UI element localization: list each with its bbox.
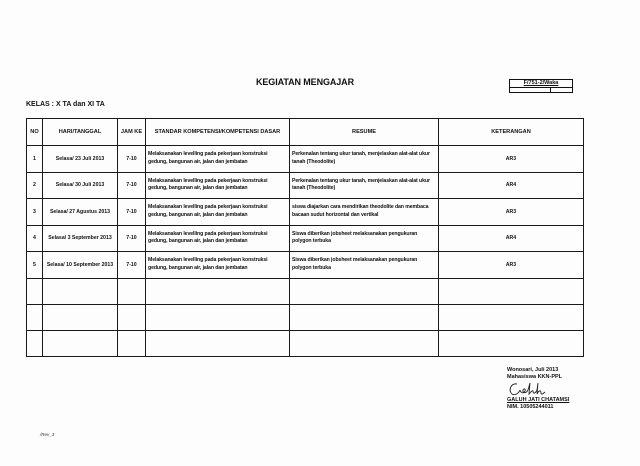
form-code-row <box>510 87 572 93</box>
empty-cell <box>439 330 584 356</box>
empty-cell <box>290 330 439 356</box>
cell-keterangan: AR3 <box>439 252 584 279</box>
cell-standar: Melaksanakan levelling pada pekerjaan konstruksi gedung, bangunan air, jalan dan jembatan <box>146 146 290 173</box>
cell-keterangan: AR4 <box>439 172 584 199</box>
empty-cell <box>43 278 118 304</box>
cell-jam: 7-10 <box>118 172 146 199</box>
column-header-jam-ke: JAM KE <box>118 119 146 146</box>
empty-table-row <box>27 278 584 304</box>
cell-resume: Siswa diberikan jobsheet melaksanakan pengukuran polygon terbuka <box>290 225 439 252</box>
empty-cell <box>439 278 584 304</box>
column-header-no: NO <box>27 119 43 146</box>
revision-label: /Rev_3 <box>40 432 55 437</box>
cell-jam: 7-10 <box>118 252 146 279</box>
empty-cell <box>27 304 43 330</box>
empty-cell <box>43 330 118 356</box>
cell-no: 1 <box>27 146 43 173</box>
cell-keterangan: AR3 <box>439 146 584 173</box>
cell-tanggal: Selasa/ 3 September 2013 <box>43 225 118 252</box>
column-header-hari-tanggal: HARI/TANGGAL <box>43 119 118 146</box>
signature-place-date: Wonosari, Juli 2013 <box>507 367 559 373</box>
signature-role: Mahasiswa KKN-PPL <box>507 374 563 380</box>
empty-cell <box>118 278 146 304</box>
cell-tanggal: Selasa/ 27 Agustus 2013 <box>43 199 118 226</box>
empty-table-row <box>27 330 584 356</box>
empty-cell <box>146 330 290 356</box>
signature-nim: NIM. 10505244011 <box>507 404 554 410</box>
cell-standar: Melaksanakan levelling pada pekerjaan konstruksi gedung, bangunan air, jalan dan jembatan <box>146 172 290 199</box>
cell-resume: siswa diajarkan cara mendirikan theodolite dan membaca bacaan sudut horizontal dan vertikal <box>290 199 439 226</box>
column-header-keterangan: KETERANGAN <box>439 119 584 146</box>
empty-cell <box>118 330 146 356</box>
cell-standar: Melaksanakan levelling pada pekerjaan konstruksi gedung, bangunan air, jalan dan jembatan <box>146 225 290 252</box>
table-row <box>27 252 584 279</box>
cell-no: 2 <box>27 172 43 199</box>
empty-cell <box>43 304 118 330</box>
table-header-row <box>27 119 584 146</box>
column-header-standar-kompetensi: STANDAR KOMPETENSI/KOMPETENSI DASAR <box>146 119 290 146</box>
table-row <box>27 146 584 173</box>
empty-cell <box>290 278 439 304</box>
cell-no: 3 <box>27 199 43 226</box>
empty-cell <box>290 304 439 330</box>
signature-block <box>507 367 569 411</box>
handwritten-signature <box>507 381 547 397</box>
cell-jam: 7-10 <box>118 225 146 252</box>
empty-cell <box>146 278 290 304</box>
cell-resume: Siswa diberikan jobsheet melaksanakan pengukuran polygon terbuka <box>290 252 439 279</box>
cell-tanggal: Selasa/ 23 Juli 2013 <box>43 146 118 173</box>
cell-tanggal: Selasa/ 30 Juli 2013 <box>43 172 118 199</box>
cell-keterangan: AR3 <box>439 199 584 226</box>
empty-cell <box>27 330 43 356</box>
table-row <box>27 225 584 252</box>
form-code-box <box>509 79 573 93</box>
cell-standar: Melaksanakan levelling pada pekerjaan konstruksi gedung, bangunan air, jalan dan jembatan <box>146 252 290 279</box>
table-row <box>27 199 584 226</box>
empty-cell <box>439 304 584 330</box>
table-row <box>27 172 584 199</box>
empty-cell <box>27 278 43 304</box>
empty-cell <box>118 304 146 330</box>
cell-resume: Perkenalan tentang ukur tanah, menjelaskan alat-alat ukur tanah (Theodolite) <box>290 172 439 199</box>
cell-no: 4 <box>27 225 43 252</box>
cell-jam: 7-10 <box>118 146 146 173</box>
signature-name: GALUH JATI CHATAMSI <box>507 397 570 403</box>
kelas-label: KELAS : X TA dan XI TA <box>26 101 105 108</box>
page-title: KEGIATAN MENGAJAR <box>256 77 354 87</box>
cell-standar: Melaksanakan levelling pada pekerjaan konstruksi gedung, bangunan air, jalan dan jembatan <box>146 199 290 226</box>
cell-no: 5 <box>27 252 43 279</box>
teaching-activity-table <box>26 118 584 357</box>
form-code: F/751-2/Waka <box>523 80 559 86</box>
cell-resume: Perkenalan tentang ukur tanah, menjelaskan alat-alat ukur tanah (Theodolite) <box>290 146 439 173</box>
column-header-resume: RESUME <box>290 119 439 146</box>
cell-jam: 7-10 <box>118 199 146 226</box>
empty-table-row <box>27 304 584 330</box>
empty-cell <box>146 304 290 330</box>
cell-keterangan: AR4 <box>439 225 584 252</box>
cell-tanggal: Selasa/ 10 September 2013 <box>43 252 118 279</box>
